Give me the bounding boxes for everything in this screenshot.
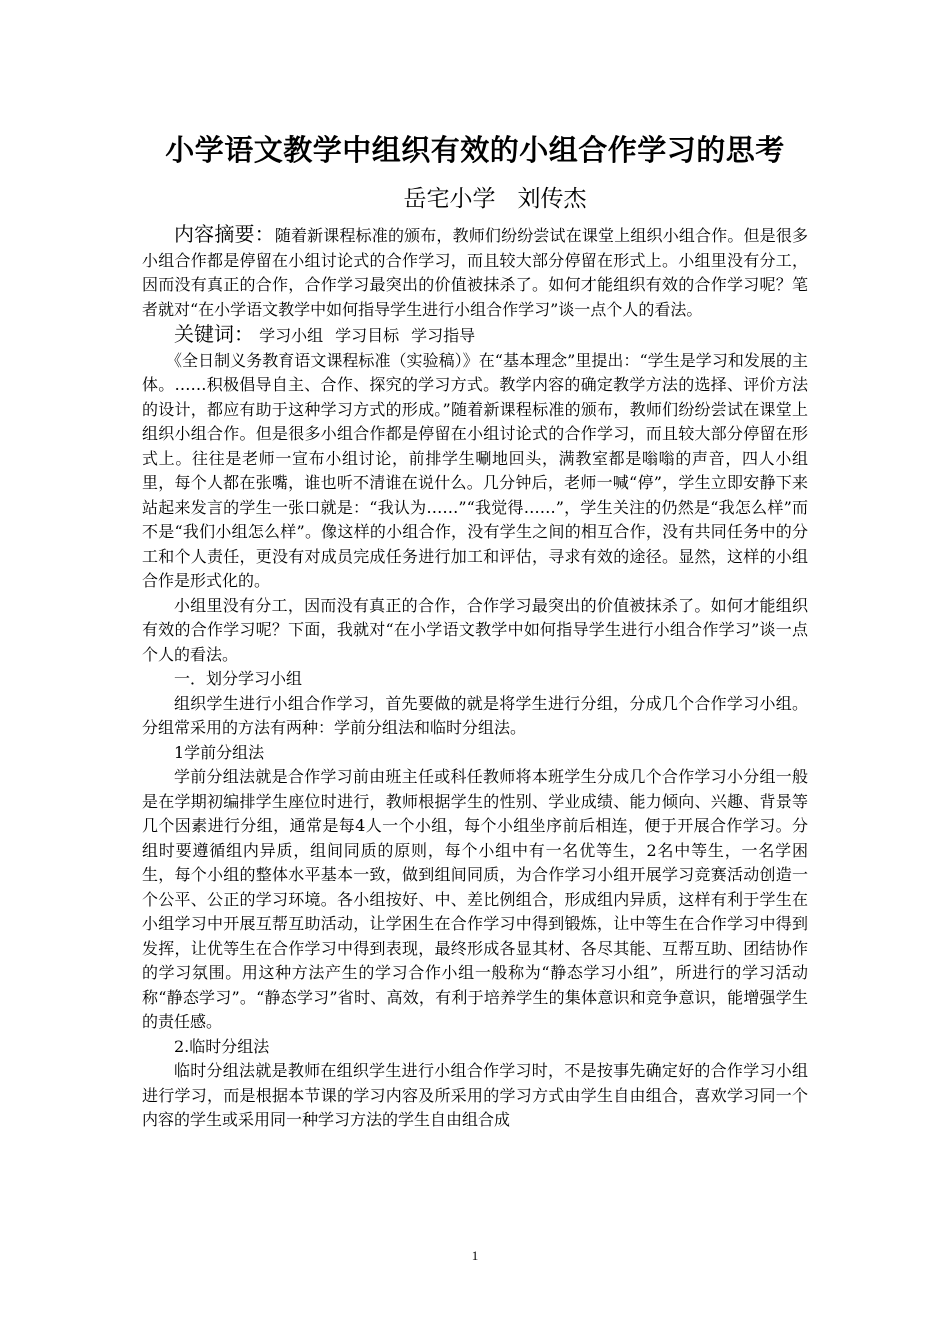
subsection-heading: 2.临时分组法	[174, 1036, 270, 1056]
subsection-heading: 1学前分组法	[174, 742, 265, 762]
body-paragraph: 《全日制义务教育语文课程标准（实验稿）》在“基本理念”里提出：“学生是学习和发展的主体。……积极倡导自主、合作、探究的学习方式。教学内容的确定教学方法的选择、评价方法的设计，都应有助于这种学习方式的形成。”随着新课程标准的颁布，教师们纷纷尝试在课堂上组织小组合作。但是很多小组合作都是停留在小组讨论式的合作学习，而且较大部分停留在形式上。往往是老师一宣布小组讨论，前排学生唰地回头，满教室都是嗡嗡的声音，四人小组里，每个人都在张嘴，谁也听不清谁在说什么。几分钟后，老师一喊“停”，学生立即安静下来站起来发言的学生一张口就是：“我认为……”“我觉得……”，学生关注的仍然是“我怎么样”而不是“我们小组怎么样”。像这样的小组合作，没有学生之间的相互合作，没有共同任务中的分工和个人责任，更没有对成员完成任务进行加工和评估，寻求有效的途径。显然，这样的小组合作是形式化的。	[142, 350, 808, 590]
keywords-label: 关键词：	[174, 322, 254, 346]
body-paragraph: 小组里没有分工，因而没有真正的合作，合作学习最突出的价值被抹杀了。如何才能组织有效的合作学习呢？下面，我就对“在小学语文教学中如何指导学生进行小组合作学习”谈一点个人的看法。	[142, 595, 808, 664]
document-body	[142, 222, 808, 1133]
section-heading: 一．划分学习小组	[174, 669, 303, 688]
abstract-label: 内容摘要：	[174, 222, 275, 246]
author-name: 刘传杰	[517, 186, 587, 212]
page-number: 1	[471, 1248, 479, 1263]
abstract-paragraph	[142, 222, 808, 322]
author-line	[0, 182, 950, 216]
abstract-text: 随着新课程标准的颁布，教师们纷纷尝试在课堂上组织小组合作。但是很多小组合作都是停留在小组讨论式的合作学习，而且较大部分停留在形式上。小组里没有分工，因而没有真正的合作，合作学习最突出的价值被抹杀了。如何才能组织有效的合作学习呢？笔者就对“在小学语文教学中如何指导学生进行小组合作学习”谈一点个人的看法。	[142, 226, 808, 319]
body-paragraph: 学前分组法就是合作学习前由班主任或科任教师将本班学生分成几个合作学习小分组一般是在学期初编排学生座位时进行，教师根据学生的性别、学业成绩、能力倾向、兴趣、背景等几个因素进行分组，通常是每4人一个小组，每个小组坐序前后相连，便于开展合作学习。分组时要遵循组内异质，组间同质的原则，每个小组中有一名优等生，2名中等生，一名学困生，每个小组的整体水平基本一致，做到组间同质，为合作学习小组开展学习竞赛活动创造一个公平、公正的学习环境。各小组按好、中、差比例组合，形成组内异质，这样有利于学生在小组学习中开展互帮互助活动，让学困生在合作学习中得到锻炼，让中等生在合作学习中得到发挥，让优等生在合作学习中得到表现，最终形成各显其材、各尽其能、互帮互助、团结协作的学习氛围。用这种方法产生的学习合作小组一般称为“静态学习小组”，所进行的学习活动称“静态学习”。“静态学习”省时、高效，有利于培养学生的集体意识和竞争意识，能增强学生的责任感。	[142, 767, 808, 1031]
keyword: 学习小组	[259, 326, 324, 345]
keyword: 学习指导	[411, 326, 476, 345]
body-paragraph: 组织学生进行小组合作学习，首先要做的就是将学生进行分组，分成几个合作学习小组。分组常采用的方法有两种：学前分组法和临时分组法。	[142, 693, 808, 737]
body-paragraph: 临时分组法就是教师在组织学生进行小组合作学习时，不是按事先确定好的合作学习小组进行学习，而是根据本节课的学习内容及所采用的学习方式由学生自由组合，喜欢学习同一个内容的学生或采用同一种学习方法的学生自由组合成	[142, 1061, 808, 1129]
keywords-line	[142, 322, 808, 349]
keyword: 学习目标	[335, 326, 400, 345]
document-title: 小学语文教学中组织有效的小组合作学习的思考	[165, 133, 785, 167]
author-school: 岳宅小学	[403, 186, 496, 212]
